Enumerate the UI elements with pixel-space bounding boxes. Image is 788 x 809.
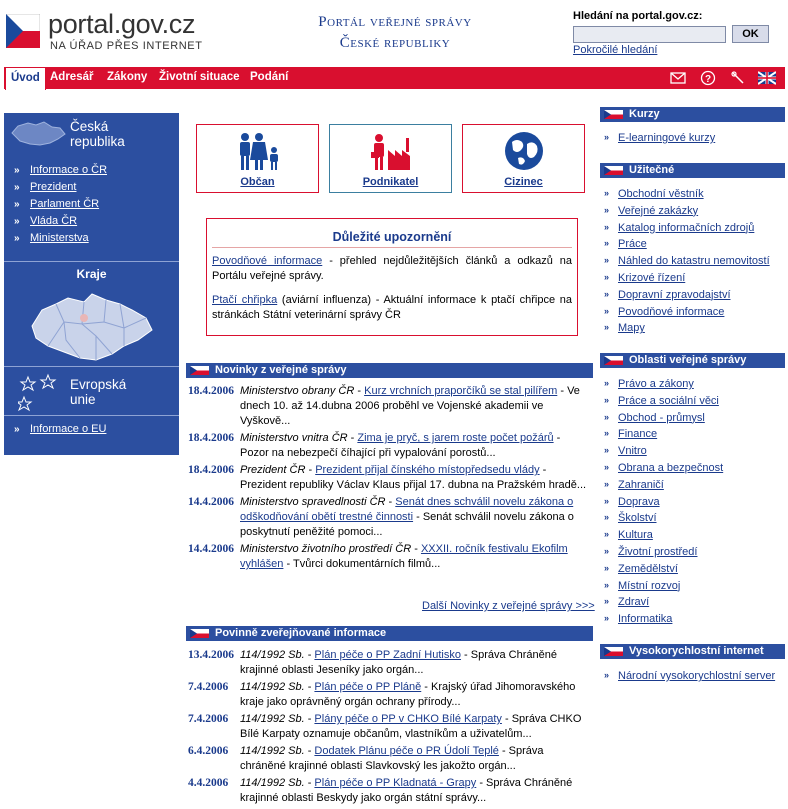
sidebar-link-label: Obrana a bezpečnost <box>618 461 724 474</box>
sidebar-link-label: Školství <box>618 512 657 525</box>
role-podnikatel[interactable] <box>329 124 452 193</box>
news-link[interactable]: Prezident přijal čínského místopředsedu vlády <box>315 464 540 476</box>
notice-title: Důležité upozornění <box>212 230 572 248</box>
news-source: 114/1992 Sb. <box>240 681 305 693</box>
sidebar-link[interactable] <box>603 132 785 149</box>
mandatory-title: Povinně zveřejňované informace <box>215 627 387 639</box>
sidebar-link-label: Informatika <box>618 613 673 626</box>
logo-subtitle: NA ÚŘAD PŘES INTERNET <box>50 40 203 52</box>
bullet-icon: » <box>604 394 610 405</box>
sidebar-link-label: Právo a zákony <box>618 378 694 390</box>
sidebar-link-label: Zdraví <box>618 596 650 609</box>
mail-icon[interactable] <box>670 70 686 86</box>
bullet-icon: » <box>604 445 610 456</box>
czech-map-icon <box>8 119 68 149</box>
sidebar-link[interactable] <box>603 238 785 255</box>
role-label: Podnikatel <box>362 176 419 188</box>
cr-link-ministerstva[interactable] <box>14 232 107 249</box>
sidebar-link[interactable] <box>603 205 785 222</box>
news-list <box>188 384 588 574</box>
czech-flag-icon <box>6 14 40 48</box>
bullet-icon: » <box>604 596 610 607</box>
main-nav <box>4 67 785 89</box>
sidebar-link-label: Zahraničí <box>618 478 664 491</box>
business-icon <box>370 132 414 172</box>
kraje-title: Kraje <box>76 267 107 281</box>
regions-map-icon[interactable] <box>26 288 156 366</box>
notice-text: - přehled nejdůležitějších článků a odkazů na Portálu veřejné správy. <box>212 255 572 282</box>
bullet-icon: » <box>604 579 610 590</box>
uzitecne-section <box>603 188 785 339</box>
news-source: Ministerstvo obrany ČR <box>240 385 355 397</box>
sidebar-link[interactable] <box>603 546 785 563</box>
sidebar-link-label: Finance <box>618 428 658 441</box>
eu-link-informace[interactable] <box>14 423 106 440</box>
news-text: - Pozor na nebezpečí číhající při vypalování porostů... <box>240 432 561 459</box>
more-news-link[interactable]: Další Novinky z veřejné správy >>> <box>422 600 595 612</box>
news-item: 4.4.2006 114/1992 Sb. - Plán péče o PP Kladnatá - Grapy - Správa Chráněné krajinné oblasti Beskydy jako orgán státní správy... <box>188 777 573 804</box>
internet-list <box>603 670 785 687</box>
eu-links <box>14 423 106 440</box>
cr-link-label: Vláda ČR <box>30 215 78 227</box>
portal-logo[interactable] <box>6 6 206 56</box>
sidebar-link[interactable] <box>603 255 785 272</box>
flag-icon <box>604 647 623 656</box>
internet-title: Vysokorychlostní internet <box>629 645 764 657</box>
news-date: 14.4.2006 <box>188 496 234 508</box>
oblasti-section <box>603 378 785 630</box>
bullet-icon: » <box>604 221 610 232</box>
sidebar-link-label: Dopravní zpravodajství <box>618 288 731 301</box>
news-source: Ministerstvo vnitra ČR <box>240 432 348 444</box>
eu-title <box>70 377 126 407</box>
news-source: 114/1992 Sb. <box>240 777 305 789</box>
news-item: 13.4.2006 114/1992 Sb. - Plán péče o PP Zadní Hutisko - Správa Chráněné krajinné oblasti Jeseníky jako orgán... <box>188 649 557 676</box>
tab-zivotni-situace[interactable]: Životní situace <box>159 71 240 83</box>
sidebar-link[interactable] <box>603 580 785 597</box>
sidebar-link[interactable] <box>603 462 785 479</box>
news-link[interactable]: Kurz vrchních praporčíků se stal pilířem <box>364 385 558 397</box>
bullet-icon: » <box>14 199 20 210</box>
bullet-icon: » <box>604 271 610 282</box>
role-label: Občan <box>240 176 275 188</box>
sidebar-link-label: Veřejné zakázky <box>618 204 699 217</box>
sidebar-link-label: Národní vysokorychlostní server <box>618 670 776 682</box>
sidebar-link[interactable] <box>603 289 785 306</box>
bullet-icon: » <box>604 188 610 198</box>
sidebar-link[interactable] <box>603 563 785 580</box>
bullet-icon: » <box>604 670 610 680</box>
news-text: - Ve dnech 10. až 14.dubna 2006 proběhl ve Vojenské akademii ve Vyškově... <box>240 385 580 427</box>
bullet-icon: » <box>604 288 610 299</box>
bullet-icon: » <box>604 562 610 573</box>
svg-text:?: ? <box>704 74 712 85</box>
sidebar-link[interactable] <box>603 222 785 239</box>
sidebar-link-label: Obchodní věstník <box>618 188 704 200</box>
sidebar-link-label: Kultura <box>618 529 653 542</box>
news-source: Ministerstvo spravedlnosti ČR <box>240 496 386 508</box>
oblasti-title: Oblasti veřejné správy <box>629 354 747 366</box>
news-text: - Správa Chráněné krajinné oblasti Beskydy jako orgán státní správy... <box>240 777 573 804</box>
kurzy-header <box>600 107 785 122</box>
notice-text: (aviární influenza) - Aktuální informace k ptačí chřipce na stránkách Státní veterinární správy ČR <box>212 294 572 321</box>
bullet-icon: » <box>604 204 610 215</box>
sidebar-link[interactable] <box>603 512 785 529</box>
notice-paragraph <box>212 254 572 284</box>
sidebar-link-label: Zemědělství <box>618 562 678 575</box>
portal-title-line2: České republiky <box>339 35 451 51</box>
sidebar-link[interactable] <box>603 395 785 412</box>
sidebar-link[interactable] <box>603 496 785 513</box>
sidebar-link-label: Náhled do katastru nemovitostí <box>618 255 770 268</box>
sidebar-link[interactable] <box>603 670 785 687</box>
news-item: 7.4.2006 114/1992 Sb. - Plán péče o PP Pláně - Krajský úřad Jihomoravského kraje jako oprávněný orgán ochrany přírody... <box>188 681 576 708</box>
news-link[interactable]: Plán péče o PP Zadní Hutisko <box>314 649 461 661</box>
sidebar-link[interactable] <box>603 412 785 429</box>
cr-link-vlada[interactable] <box>14 215 107 232</box>
sidebar-link-label: E-learningové kurzy <box>618 132 716 144</box>
news-text: - Senát schválil novelu zákona o poskytnutí peněžité pomoci... <box>240 511 574 538</box>
bullet-icon: » <box>604 529 610 540</box>
portal-title-line1: Portál veřejné správy <box>318 14 472 30</box>
kurzy-title: Kurzy <box>629 108 660 120</box>
search-area <box>573 10 783 56</box>
news-date: 4.4.2006 <box>188 777 229 789</box>
sidebar-link[interactable] <box>603 445 785 462</box>
cr-link-label: Ministerstva <box>30 232 89 244</box>
tab-adresar[interactable]: Adresář <box>50 71 94 83</box>
flag-icon <box>604 356 623 365</box>
news-source: 114/1992 Sb. <box>240 649 305 661</box>
news-link[interactable]: Dodatek Plánu péče o PR Údolí Teplé <box>314 745 499 757</box>
news-item: 7.4.2006 114/1992 Sb. - Plány péče o PP v CHKO Bílé Karpaty - Správa CHKO Bílé Karpaty oznamuje občanům, vlastníkům a uživatelům... <box>188 713 582 740</box>
kurzy-list <box>603 132 785 149</box>
portal-title <box>290 12 500 54</box>
important-notice <box>206 218 578 336</box>
news-link[interactable]: XXXII. ročník festivalu Ekofilm vyhlášen <box>240 543 568 570</box>
bullet-icon: » <box>14 216 20 227</box>
bullet-icon: » <box>604 545 610 556</box>
divider <box>4 366 179 367</box>
kurzy-section <box>603 132 785 149</box>
news-link[interactable]: Zima je pryč, s jarem roste počet požárů <box>357 432 554 444</box>
cr-link-label: Prezident <box>30 181 77 193</box>
bullet-icon: » <box>604 305 610 316</box>
sidebar-link[interactable] <box>603 529 785 546</box>
notice-paragraph <box>212 293 572 323</box>
news-text: - Krajský úřad Jihomoravského kraje jako oprávněný orgán ochrany přírody... <box>240 681 576 708</box>
news-item: 14.4.2006 Ministerstvo spravedlnosti ČR - Senát dnes schválil novelu zákona o odškodňování obětí trestné činnosti - Senát schválil novelu zákona o poskytnutí peněžité pomoci... <box>188 496 574 538</box>
search-button[interactable]: OK <box>732 25 769 43</box>
tab-uvod[interactable]: Úvod <box>5 67 46 90</box>
cr-link-label: Informace o ČR <box>30 164 108 176</box>
family-icon <box>237 132 281 172</box>
logo-name: portal.gov.cz <box>48 9 196 39</box>
globe-icon <box>503 130 545 172</box>
role-label: Cizinec <box>504 176 543 188</box>
bullet-icon: » <box>604 461 610 472</box>
news-date: 18.4.2006 <box>188 385 234 397</box>
notice-link-ptaci-chripka[interactable]: Ptačí chřipka <box>212 294 278 306</box>
news-source: 114/1992 Sb. <box>240 713 305 725</box>
cr-link-informace[interactable] <box>14 164 107 181</box>
bullet-icon: » <box>604 132 610 142</box>
sidebar-link-label: Povodňové informace <box>618 305 725 318</box>
bullet-icon: » <box>604 411 610 422</box>
sidebar-link[interactable] <box>603 306 785 323</box>
eu-title-line2: unie <box>70 392 96 407</box>
sidebar-link-label: Krizové řízení <box>618 271 686 284</box>
cr-title-line2: republika <box>70 134 125 149</box>
news-date: 14.4.2006 <box>188 543 234 555</box>
eu-title-line1: Evropská <box>70 377 127 392</box>
cr-link-parlament[interactable] <box>14 198 107 215</box>
divider <box>4 261 179 262</box>
uzitecne-list <box>603 188 785 339</box>
bullet-icon: » <box>604 495 610 506</box>
internet-section <box>603 670 785 687</box>
internet-header <box>600 644 785 659</box>
flag-icon <box>190 366 209 375</box>
oblasti-list <box>603 378 785 630</box>
news-item: 14.4.2006 Ministerstvo životního prostředí ČR - XXXII. ročník festivalu Ekofilm vyhlášen - Tvůrci dokumentárních filmů... <box>188 543 568 570</box>
search-input[interactable] <box>573 26 726 43</box>
mandatory-list <box>188 648 588 808</box>
news-link[interactable]: Plány péče o PP v CHKO Bílé Karpaty <box>314 713 502 725</box>
news-source: 114/1992 Sb. <box>240 745 305 757</box>
bullet-icon: » <box>604 428 610 439</box>
news-link[interactable]: Plán péče o PP Pláně <box>314 681 422 693</box>
tab-zakony[interactable]: Zákony <box>107 71 148 83</box>
news-text: - Tvůrci dokumentárních filmů... <box>283 558 441 570</box>
news-date: 7.4.2006 <box>188 681 229 693</box>
news-date: 6.4.2006 <box>188 745 229 757</box>
news-date: 18.4.2006 <box>188 432 234 444</box>
news-item: 18.4.2006 Prezident ČR - Prezident přijal čínského místopředsedu vlády - Prezident republiky Václav Klaus přijal 17. dubna na Pražském hradě... <box>188 464 587 491</box>
bullet-icon: » <box>604 322 610 333</box>
sidebar-link[interactable] <box>603 596 785 613</box>
bullet-icon: » <box>14 165 20 176</box>
bullet-icon: » <box>14 424 20 435</box>
divider <box>4 415 179 416</box>
sidebar-link-label: Obchod - průmysl <box>618 411 705 424</box>
news-text: - Správa CHKO Bílé Karpaty oznamuje občanům, vlastníkům a uživatelům... <box>240 713 582 740</box>
help-icon[interactable] <box>700 70 716 86</box>
news-source: Ministerstvo životního prostředí ČR <box>240 543 412 555</box>
news-text: - Správa chráněné krajinné oblasti Slavkovský les jakožto orgán... <box>240 745 544 772</box>
uzitecne-title: Užitečné <box>629 164 675 176</box>
sidebar-link-label: Mapy <box>618 322 645 335</box>
news-source: Prezident ČR <box>240 464 306 476</box>
flag-icon <box>604 110 623 119</box>
sidebar-link[interactable] <box>603 188 785 205</box>
sidebar-link-label: Místní rozvoj <box>618 579 681 592</box>
sidebar-link-label: Životní prostředí <box>618 545 698 558</box>
search-label: Hledání na portal.gov.cz: <box>573 10 703 22</box>
cr-title-line1: Česká <box>70 119 109 134</box>
sidebar-link[interactable] <box>603 613 785 630</box>
news-title: Novinky z veřejné správy <box>215 364 347 376</box>
news-link[interactable]: Senát dnes schválil novelu zákona o odškodňování obětí trestné činnosti <box>240 496 574 523</box>
sidebar-link[interactable] <box>603 322 785 339</box>
cr-links <box>14 164 107 249</box>
bullet-icon: » <box>604 478 610 489</box>
role-cizinec[interactable] <box>462 124 585 193</box>
eu-link-label: Informace o EU <box>30 423 107 435</box>
oblasti-header <box>600 353 785 368</box>
news-date: 18.4.2006 <box>188 464 234 476</box>
eu-stars-icon <box>18 371 68 413</box>
cr-link-label: Parlament ČR <box>30 198 100 210</box>
bullet-icon: » <box>14 182 20 193</box>
bullet-icon: » <box>604 378 610 388</box>
notice-link-povodne[interactable]: Povodňové informace <box>212 255 323 267</box>
uzitecne-header <box>600 163 785 178</box>
news-item: 18.4.2006 Ministerstvo vnitra ČR - Zima je pryč, s jarem roste počet požárů - Pozor na nebezpečí číhající při vypalování porostů... <box>188 432 561 459</box>
cr-link-prezident[interactable] <box>14 181 107 198</box>
sidebar-link-label: Práce a sociální věci <box>618 394 719 407</box>
sidebar-link[interactable] <box>603 272 785 289</box>
news-link[interactable]: Plán péče o PP Kladnatá - Grapy <box>314 777 477 789</box>
bullet-icon: » <box>604 238 610 249</box>
bullet-icon: » <box>604 613 610 624</box>
flag-icon <box>604 166 623 175</box>
sidebar-link[interactable] <box>603 378 785 395</box>
uk-flag-icon[interactable] <box>758 70 776 86</box>
flag-icon <box>190 629 209 638</box>
news-item: 6.4.2006 114/1992 Sb. - Dodatek Plánu péče o PR Údolí Teplé - Správa chráněné krajinné oblasti Slavkovský les jakožto orgán... <box>188 745 544 772</box>
left-sidebar <box>4 113 179 455</box>
news-header <box>186 363 593 378</box>
tab-podani[interactable]: Podání <box>250 71 289 83</box>
bullet-icon: » <box>604 512 610 523</box>
sidebar-link[interactable] <box>603 479 785 496</box>
news-text: - Správa Chráněné krajinné oblasti Jeseníky jako orgán... <box>240 649 557 676</box>
news-date: 7.4.2006 <box>188 713 229 725</box>
sidebar-link[interactable] <box>603 428 785 445</box>
sidebar-link-label: Vnitro <box>618 445 647 458</box>
news-item: 18.4.2006 Ministerstvo obrany ČR - Kurz vrchních praporčíků se stal pilířem - Ve dnech 10. až 14.dubna 2006 proběhl ve Vojenské akademii ve Vyškově... <box>188 385 580 427</box>
mandatory-header <box>186 626 593 641</box>
advanced-search-link[interactable]: Pokročilé hledání <box>573 44 658 56</box>
bullet-icon: » <box>14 233 20 244</box>
news-date: 13.4.2006 <box>188 649 234 661</box>
role-obcan[interactable] <box>196 124 319 193</box>
cr-title <box>70 119 125 149</box>
sidebar-link-label: Doprava <box>618 495 660 508</box>
sidebar-link-label: Katalog informačních zdrojů <box>618 221 755 234</box>
tools-icon[interactable] <box>730 70 746 86</box>
bullet-icon: » <box>604 255 610 266</box>
news-text: - Prezident republiky Václav Klaus přijal 17. dubna na Pražském hradě... <box>240 464 587 491</box>
sidebar-link-label: Práce <box>618 238 647 251</box>
